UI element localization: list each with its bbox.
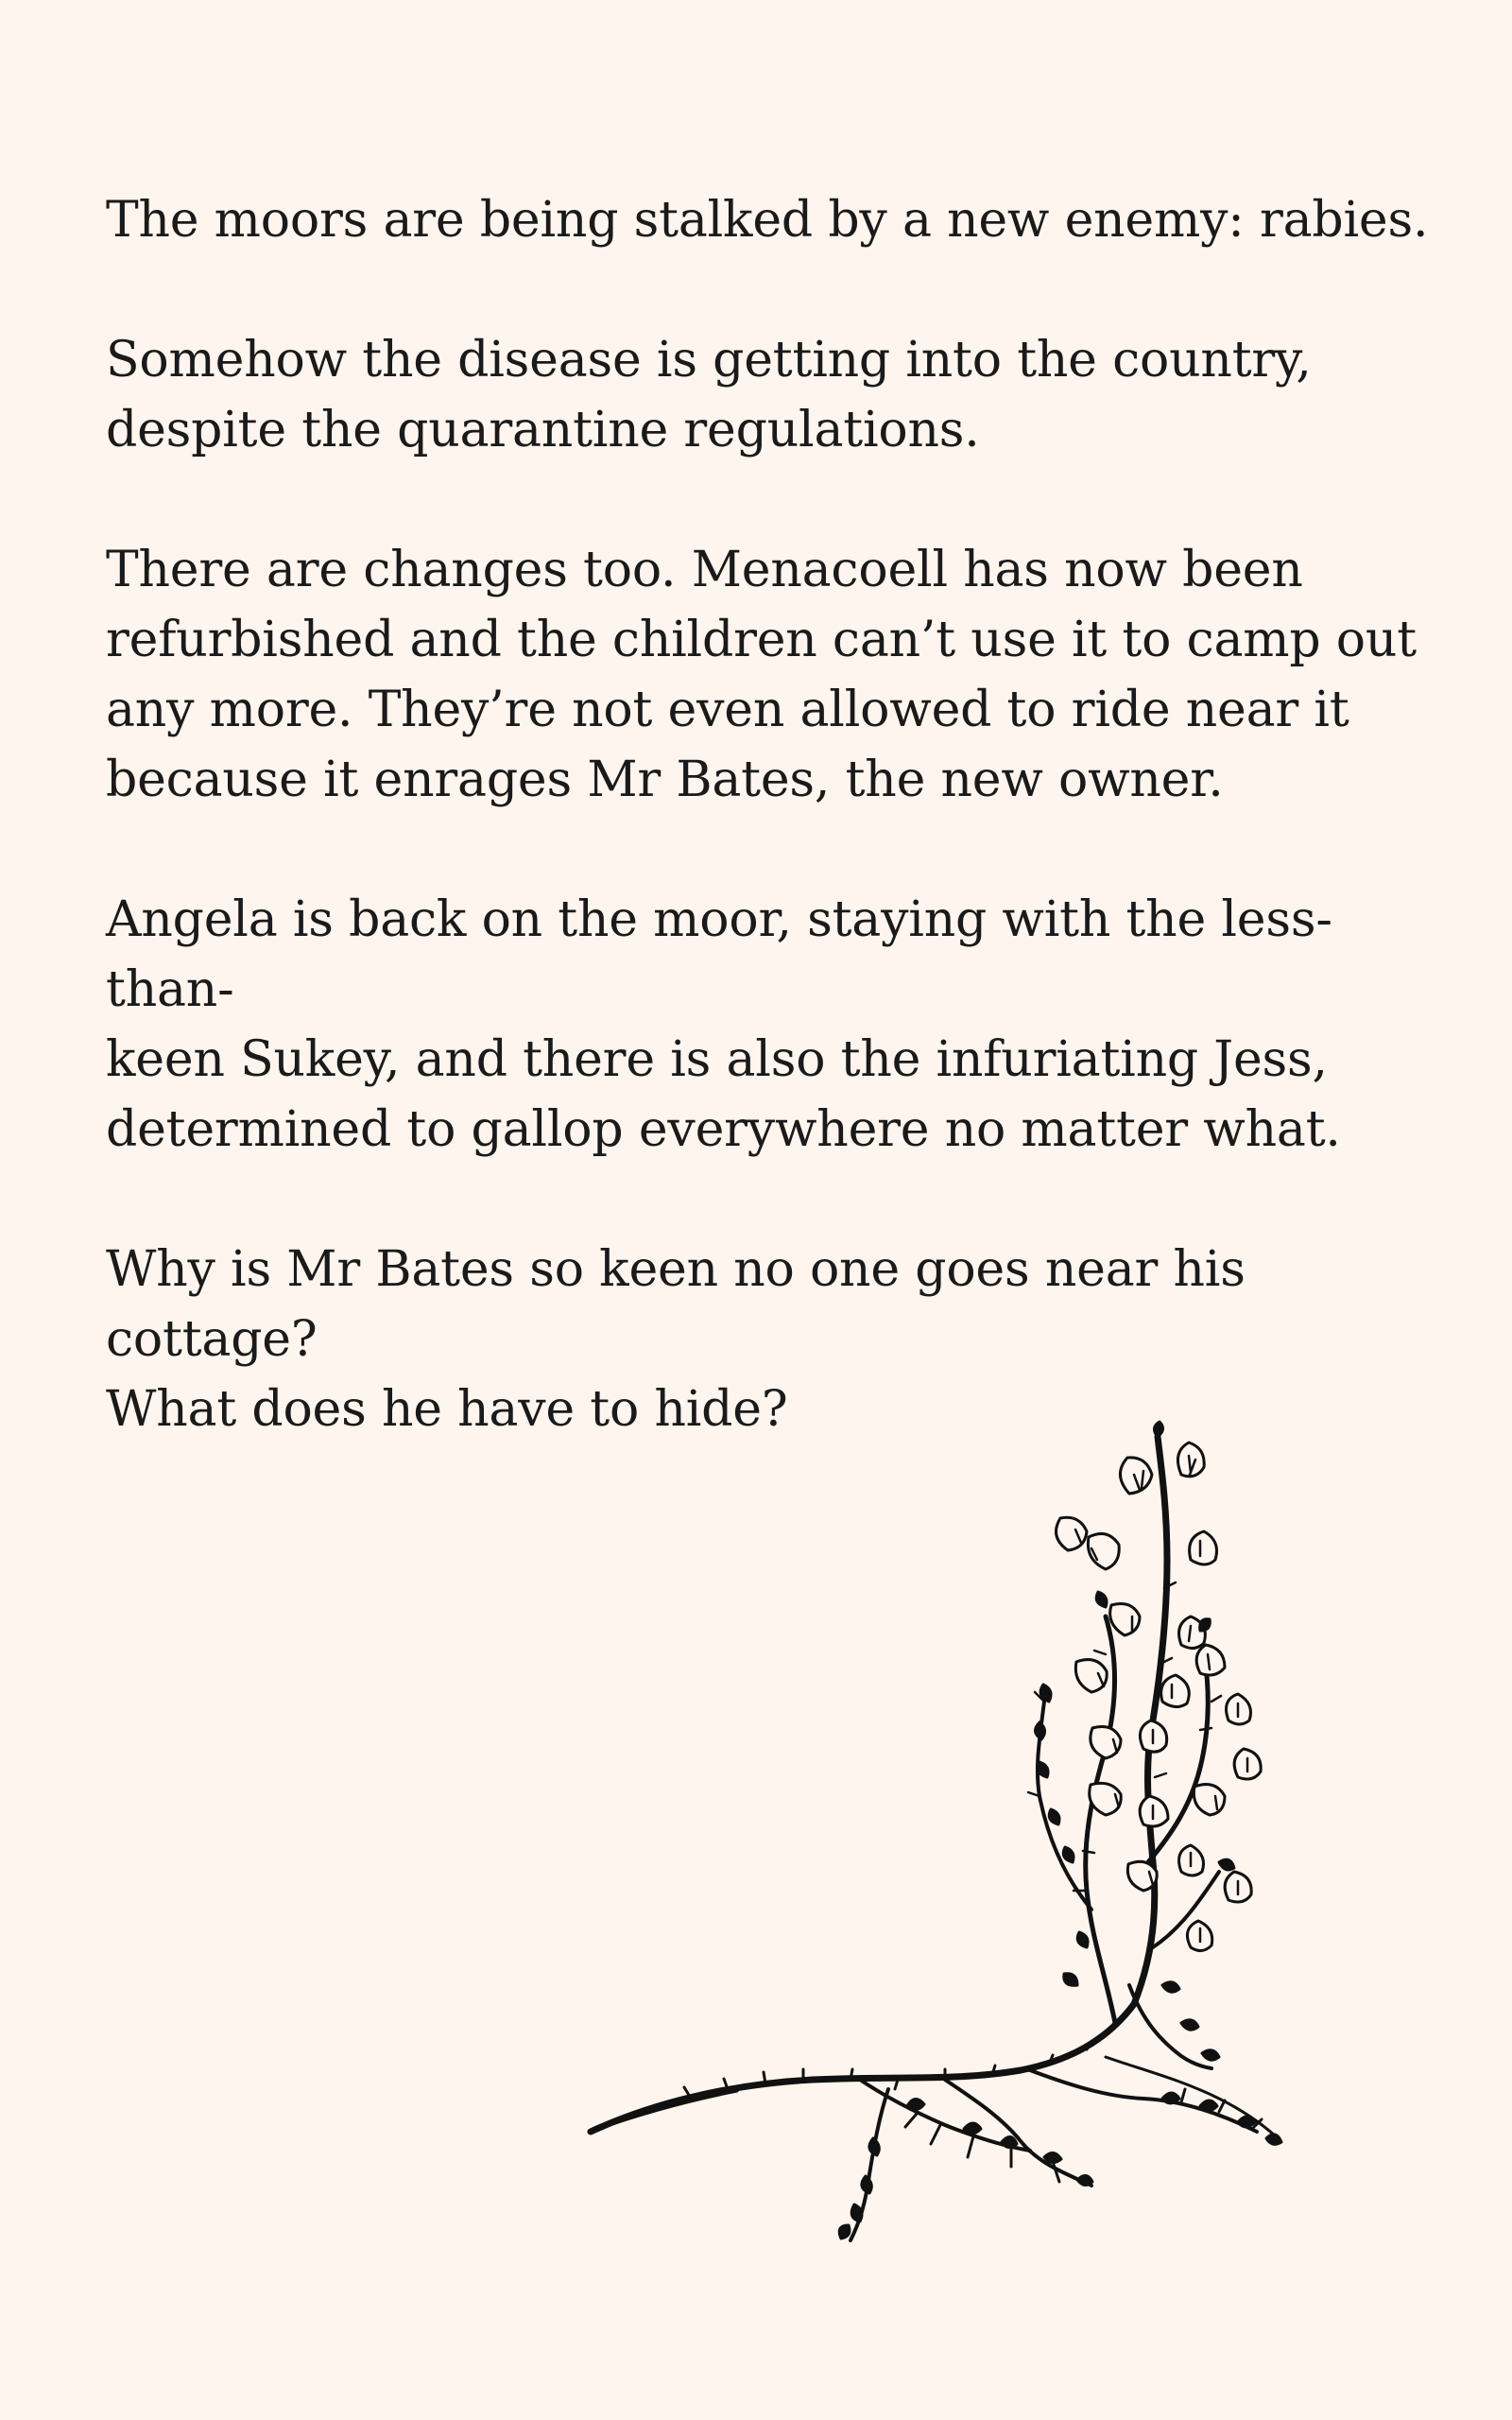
blurb-paragraph-1: The moors are being stalked by a new enemy: rabies. <box>106 192 1429 249</box>
heather-sprig-icon <box>576 1418 1332 2250</box>
blurb-text <box>106 185 1429 1444</box>
blurb-paragraph-4: Angela is back on the moor, staying with the less-than- keen Sukey, and there is also the infuriating Jess, determined to gallop everywhere no matter what. <box>106 891 1341 1158</box>
blurb-paragraph-5: Why is Mr Bates so keen no one goes near his cottage? What does he have to hide? <box>106 1241 1246 1438</box>
blurb-paragraph-2: Somehow the disease is getting into the country, despite the quarantine regulations. <box>106 332 1312 458</box>
blurb-paragraph-3: There are changes too. Menacoell has now been refurbished and the children can’t use it to camp out any more. They’re not even allowed to ride near it because it enrages Mr Bates, the new owner. <box>106 542 1417 808</box>
